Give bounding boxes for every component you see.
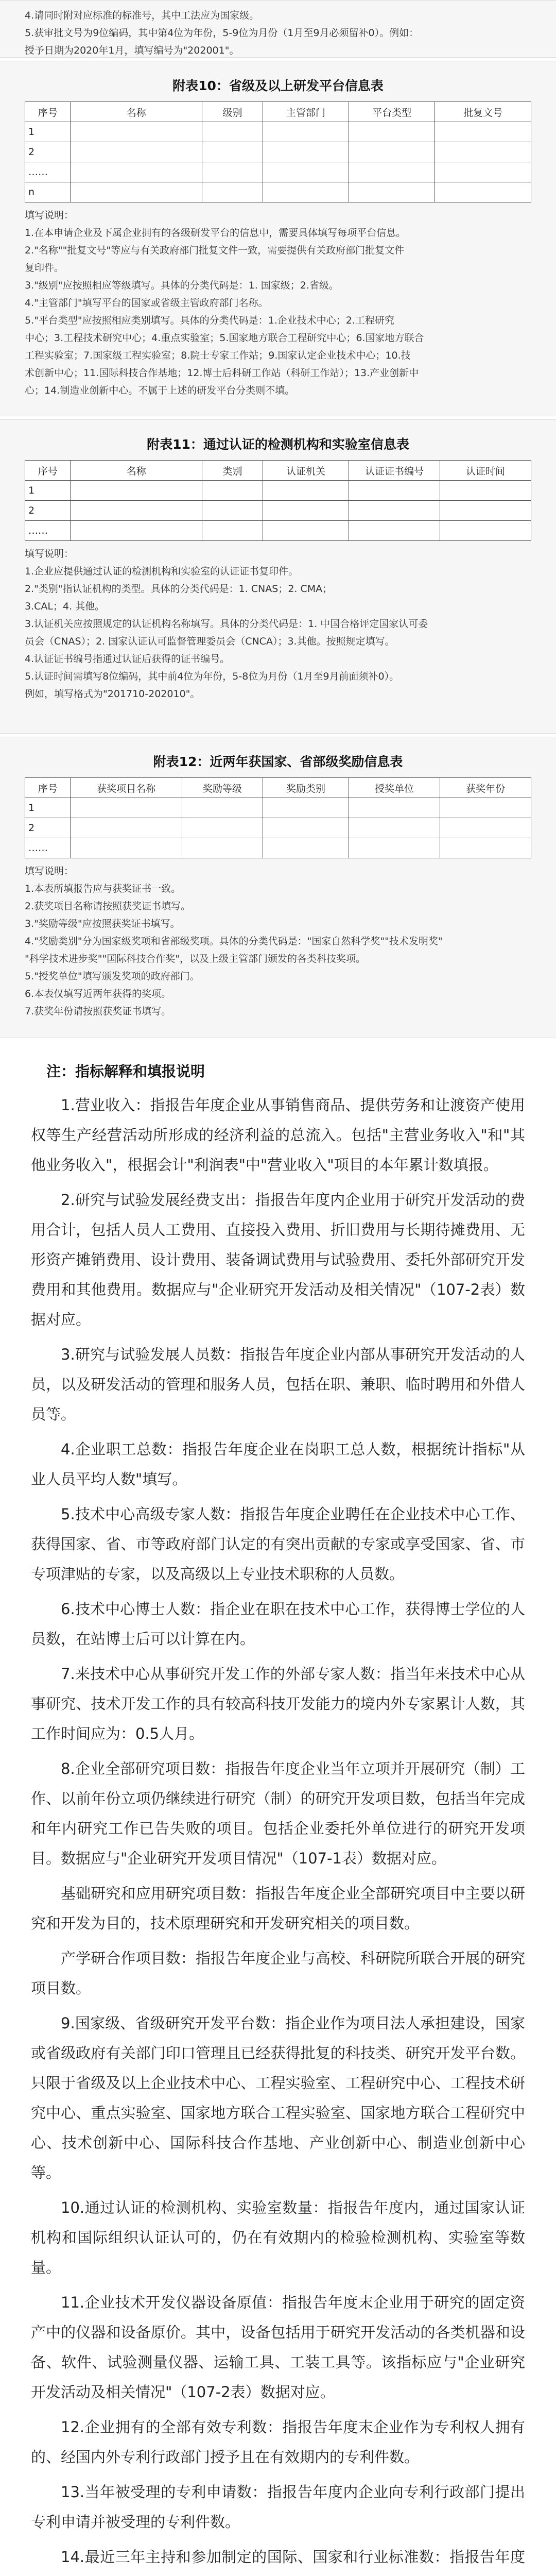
column-header: 序号 — [25, 102, 71, 122]
table-row — [25, 501, 531, 521]
note-line: 3.CAL；4. 其他。 — [25, 601, 105, 612]
column-header: 认证机关 — [263, 461, 349, 481]
table-row — [25, 162, 531, 182]
explanation-item: 6.技术中心博士人数：指企业在职在技术中心工作，获得博士学位的人员数，在站博士后可以计算在内。 — [31, 1600, 525, 1648]
note-line: 1.本表所填报告应与获奖证书一致。 — [25, 883, 181, 894]
table10 — [25, 101, 531, 202]
column-header: 名称 — [71, 461, 202, 481]
note-line: 5."平台类型"应按照相应类别填写。具体的分类代码是：1.企业技术中心；2.工程研究 — [25, 315, 394, 326]
explanation-item: 基础研究和应用研究项目数：指报告年度企业全部研究项目中主要以研究和开发为目的，技术原理研究和开发研究相关的项目数。 — [31, 1885, 525, 1932]
column-header: 类别 — [202, 461, 263, 481]
table-header-row — [25, 461, 531, 481]
table12-panel — [0, 737, 556, 1038]
note-line: 5."授奖单位"填写颁发奖项的政府部门。 — [25, 971, 200, 982]
note-line: 3."奖励等级"应按照获奖证书填写。 — [25, 918, 180, 929]
explanation-item: 14.最近三年主持和参加制定的国际、国家和行业标准数：指报告年度 — [61, 2548, 525, 2566]
top-notes — [0, 1, 556, 65]
note-line: "科学技术进步奖""国际科技合作奖"，以及上级主管部门颁发的各类科技奖项。 — [25, 953, 366, 964]
row-number: 1 — [25, 122, 71, 142]
explanation-item: 13.当年被受理的专利申请数：指报告年度内企业向专利行政部门提出专利申请并被受理的专利件数。 — [31, 2483, 525, 2531]
note-line: 2.获奖项目名称请按照获奖证书填写。 — [25, 901, 191, 912]
explanation-item: 2.研究与试验发展经费支出：指报告年度内企业用于研究开发活动的费用合计，包括人员人工费用、直接投入费用、折旧费用与长期待摊费用、无形资产摊销费用、设计费用、装备调试费用与试验费用、委托外部研究开发费用和其他费用。数据应与"企业研究开发活动及相关情况"（107-2表）数据对应。 — [31, 1191, 525, 1328]
note-line: 填写说明： — [25, 866, 74, 877]
table-row — [25, 182, 531, 202]
note-line: 填写说明： — [25, 548, 74, 560]
note-line: 4."奖励类别"分为国家级奖项和省部级奖项。具体的分类代码是："国家自然科学奖""技术发明奖" — [25, 936, 443, 947]
explanation-item: 7.来技术中心从事研究开发工作的外部专家人数：指当年来技术中心从事研究、技术开发工作的具有较高科技开发能力的境内外专家累计人数，其工作时间应为：0.5人月。 — [31, 1665, 525, 1742]
note-line: 3.认证机关应按照规定的认证机构名称填写。具体的分类代码是：1. 中国合格评定国家认可委 — [25, 618, 428, 630]
column-header: 主管部门 — [263, 102, 349, 122]
explanation-item: 5.技术中心高级专家人数：指报告年度企业聘任在企业技术中心工作、获得国家、省、市等政府部门认定的有突出贡献的专家或享受国家、省、市专项津贴的专家，以及高级以上专业技术职称的人员数。 — [31, 1505, 525, 1583]
table11 — [25, 460, 531, 541]
note-line: 4."主管部门"填写平台的国家或省级主管政府部门名称。 — [25, 297, 268, 309]
explanation-item: 8.企业全部研究项目数：指报告年度企业当年立项并开展研究（制）工作、以前年份立项仍继续进行研究（制）的研究开发项目数，包括当年完成和年内研究工作已告失败的项目。包括企业委托外单位进行的研究开发项目。数据应与"企业研究开发项目情况"（107-1表）数据对应。 — [31, 1760, 525, 1867]
note-line: 5.获审批文号为9位编码，其中第4位为年份，5-9位为月份（1月至9月必须留补0）。例如： — [25, 27, 419, 39]
explanation-item: 12.企业拥有的全部有效专利数：指报告年度末企业作为专利权人拥有的、经国内外专利行政部门授予且在有效期内的专利件数。 — [31, 2418, 525, 2466]
column-header: 批复文号 — [435, 102, 531, 122]
column-header: 序号 — [25, 778, 71, 798]
column-header: 级别 — [202, 102, 263, 122]
note-line: 4.认证证书编号指通过认证后获得的证书编号。 — [25, 653, 230, 665]
table-row — [25, 142, 531, 162]
note-line: 员会（CNAS）；2. 国家认证认可监督管理委员会（CNCA）；3.其他。按照规定填写。 — [25, 636, 395, 647]
table-header-row — [25, 778, 531, 798]
row-number: 1 — [25, 481, 71, 501]
note-line: 5.认证时间需填写8位编码，其中前4位为年份，5-8位为月份（1月至9月前面须补0）。 — [25, 671, 399, 682]
row-number: 2 — [25, 501, 71, 521]
top-notes-panel — [0, 0, 556, 58]
note-line: 7.获奖年份请按照获奖证书填写。 — [25, 1006, 171, 1017]
note-line: 术创新中心；11.国际科技合作基地；12.博士后科研工作站（科研工作站）；13.产业创新中 — [25, 367, 419, 379]
note-line: 3."级别"应按照相应等级填写。具体的分类代码是：1. 国家级；2.省级。 — [25, 280, 339, 291]
note-line: 1.在本申请企业及下属企业拥有的各级研发平台的信息中，需要具体填写每项平台信息。 — [25, 227, 406, 239]
column-header: 奖励等级 — [182, 778, 263, 798]
explanation-item: 11.企业技术开发仪器设备原值：指报告年度末企业用于研究的固定资产中的仪器和设备原价。其中，设备包括用于研究开发活动的各类机器和设备、软件、试验测量仪器、运输工具、工装工具等。该指标应与"企业研究开发活动及相关情况"（107-2表）数据对应。 — [31, 2294, 525, 2401]
table10-notes — [25, 207, 531, 399]
row-number: 2 — [25, 142, 71, 162]
explanation-item: 1.营业收入：指报告年度企业从事销售商品、提供劳务和让渡资产使用权等生产经营活动所形成的经济利益的总流入。包括"主营业务收入"和"其他业务收入"，根据会计"利润表"中"营业收入"项目的本年累计数填报。 — [31, 1096, 525, 1174]
table11-panel — [0, 419, 556, 734]
table-row — [25, 838, 531, 858]
explanation-item: 10.通过认证的检测机构、实验室数量：指报告年度内，通过国家认证机构和国际组织认证认可的，仍在有效期内的检验检测机构、实验室等数量。 — [31, 2199, 525, 2276]
row-number: …… — [25, 838, 71, 858]
row-number: 2 — [25, 818, 71, 838]
column-header: 认证时间 — [440, 461, 531, 481]
column-header: 获奖年份 — [440, 778, 531, 798]
table-row — [25, 481, 531, 501]
note-line: 授予日期为2020年1月，填写编号为"202001"。 — [25, 45, 239, 56]
column-header: 序号 — [25, 461, 71, 481]
explanation-item: 9.国家级、省级研究开发平台数：指企业作为项目法人承担建设，国家或省级政府有关部门印口管理且已经获得批复的科技类、研究开发平台数。只限于省级及以上企业技术中心、工程实验室、工程研究中心、工程技术研究中心、重点实验室、国家地方联合工程实验室、国家地方联合工程研究中心、技术创新中心、国际科技合作基地、产业创新中心、制造业创新中心等。 — [31, 2014, 525, 2181]
note-line: 工程实验室；7.国家级工程实验室；8.院士专家工作站；9.国家认定企业技术中心；10.技 — [25, 350, 411, 361]
table-row — [25, 818, 531, 838]
note-line: 填写说明： — [25, 210, 74, 221]
column-header: 平台类型 — [349, 102, 435, 122]
row-number: …… — [25, 521, 71, 541]
note-line: 2."名称""批复文号"等应与有关政府部门批复文件一致，需要提供有关政府部门批复文件 — [25, 245, 405, 256]
note-line: 4.请同时附对应标准的标准号，其中工法应为国家级。 — [25, 10, 259, 21]
table-row — [25, 122, 531, 142]
table10-title: 附表10：省级及以上研发平台信息表 — [172, 78, 384, 93]
explanation-item: 4.企业职工总数：指报告年度企业在岗职工总人数，根据统计指标"从业人员平均人数"填写。 — [31, 1440, 525, 1488]
row-number: 1 — [25, 798, 71, 818]
explanation-item: 产学研合作项目数：指报告年度企业与高校、科研院所联合开展的研究项目数。 — [31, 1950, 525, 1997]
column-header: 奖励类别 — [263, 778, 349, 798]
table10-panel — [0, 61, 556, 416]
section-title: 注：指标解释和填报说明 — [46, 1063, 205, 1080]
table-row — [25, 798, 531, 818]
note-line: 复印件。 — [25, 262, 64, 274]
table-row — [25, 521, 531, 541]
table12 — [25, 777, 531, 858]
table12-notes — [25, 862, 531, 1020]
row-number: …… — [25, 162, 71, 182]
column-header: 获奖项目名称 — [71, 778, 182, 798]
column-header: 授奖单位 — [349, 778, 440, 798]
note-line: 1.企业应提供通过认证的检测机构和实验室的认证证书复印件。 — [25, 566, 299, 577]
column-header: 认证证书编号 — [349, 461, 440, 481]
explanation-item: 3.研究与试验发展人员数：指报告年度企业内部从事研究开发活动的人员，以及研发活动的管理和服务人员，包括在职、兼职、临时聘用和外借人员等。 — [31, 1346, 525, 1423]
table-header-row — [25, 102, 531, 122]
table12-title: 附表12：近两年获国家、省部级奖励信息表 — [153, 754, 403, 769]
note-line: 例如，填写格式为"201710-202010"。 — [25, 688, 200, 700]
note-line: 心；14.制造业创新中心。不属于上述的研发平台分类则不填。 — [25, 385, 295, 396]
table11-title: 附表11：通过认证的检测机构和实验室信息表 — [147, 437, 409, 452]
note-line: 中心；3.工程技术研究中心；4.重点实验室；5.国家地方联合工程研究中心；6.国家地方联合 — [25, 332, 424, 344]
note-line: 2."类别"指认证机构的类型。具体的分类代码是：1. CNAS；2. CMA； — [25, 583, 333, 595]
column-header: 名称 — [71, 102, 202, 122]
table11-notes — [25, 545, 531, 703]
note-line: 6.本表仅填写近两年获得的奖项。 — [25, 988, 171, 999]
indicator-explanations — [0, 1046, 556, 2576]
row-number: n — [25, 182, 71, 202]
